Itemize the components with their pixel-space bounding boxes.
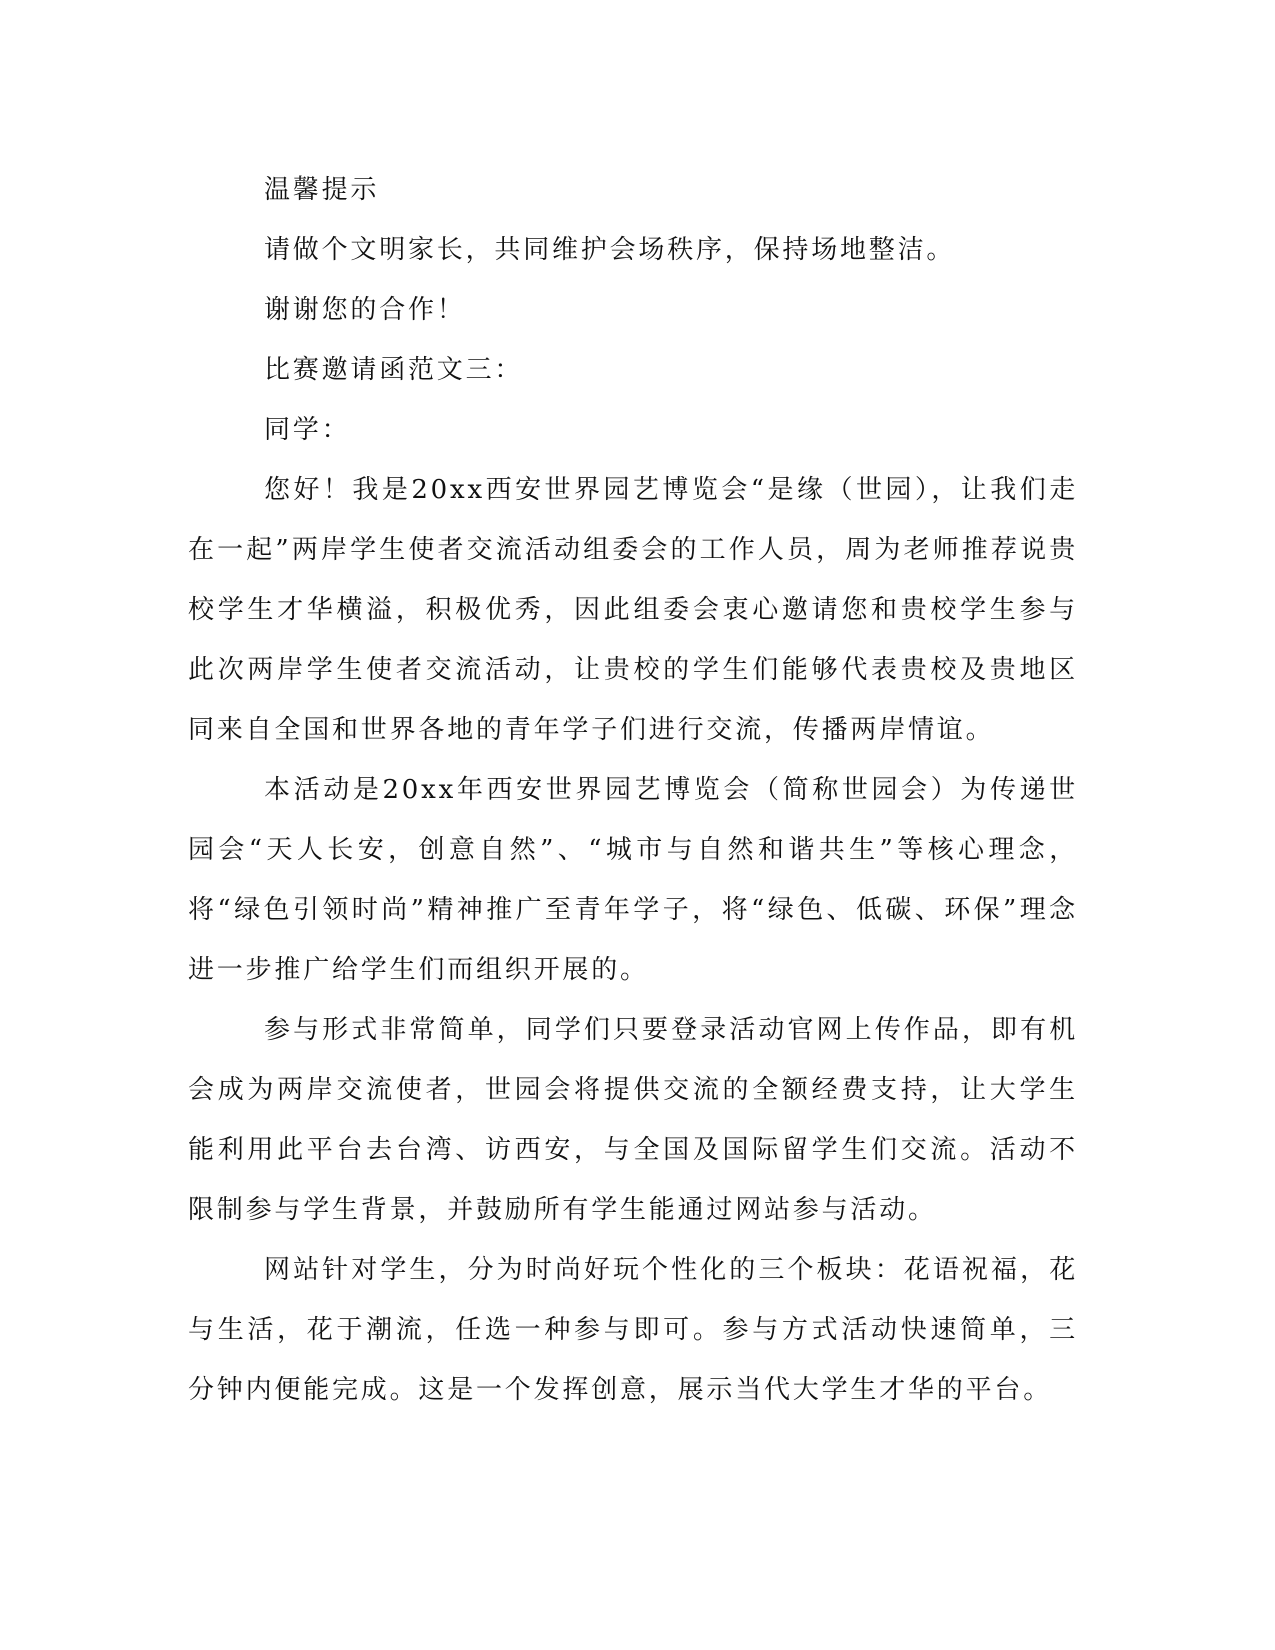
salutation: 同学： [264, 415, 351, 445]
civil-notice-line: 请做个文明家长，共同维护会场秩序，保持场地整洁。 [264, 235, 956, 265]
sample-three-heading: 比赛邀请函范文三： [264, 355, 524, 385]
heading-tip: 温馨提示 [264, 175, 380, 205]
paragraph-participation: 参与形式非常简单，同学们只要登录活动官网上传作品，即有机会成为两岸交流使者，世园会将提供交流的全额经费支持，让大学生能利用此平台去台湾、访西安，与全国及国际留学生们交流。活动不限制参与学生背景，并鼓励所有学生能通过网站参与活动。 [188, 1015, 1078, 1225]
paragraph-website: 网站针对学生，分为时尚好玩个性化的三个板块：花语祝福，花与生活，花于潮流，任选一种参与即可。参与方式活动快速简单，三分钟内便能完成。这是一个发挥创意，展示当代大学生才华的平台。 [188, 1255, 1078, 1405]
paragraph-activity: 本活动是20xx年西安世界园艺博览会（简称世园会）为传递世园会“天人长安，创意自然”、“城市与自然和谐共生”等核心理念，将“绿色引领时尚”精神推广至青年学子，将“绿色、低碳、环保”理念进一步推广给学生们而组织开展的。 [188, 775, 1078, 985]
paragraph-greeting: 您好！我是20xx西安世界园艺博览会“是缘（世园），让我们走在一起”两岸学生使者交流活动组委会的工作人员，周为老师推荐说贵校学生才华横溢，积极优秀，因此组委会衷心邀请您和贵校学生参与此次两岸学生使者交流活动，让贵校的学生们能够代表贵校及贵地区同来自全国和世界各地的青年学子们进行交流，传播两岸情谊。 [188, 475, 1078, 745]
thanks-line: 谢谢您的合作！ [264, 295, 466, 325]
document-body [188, 160, 1078, 1420]
